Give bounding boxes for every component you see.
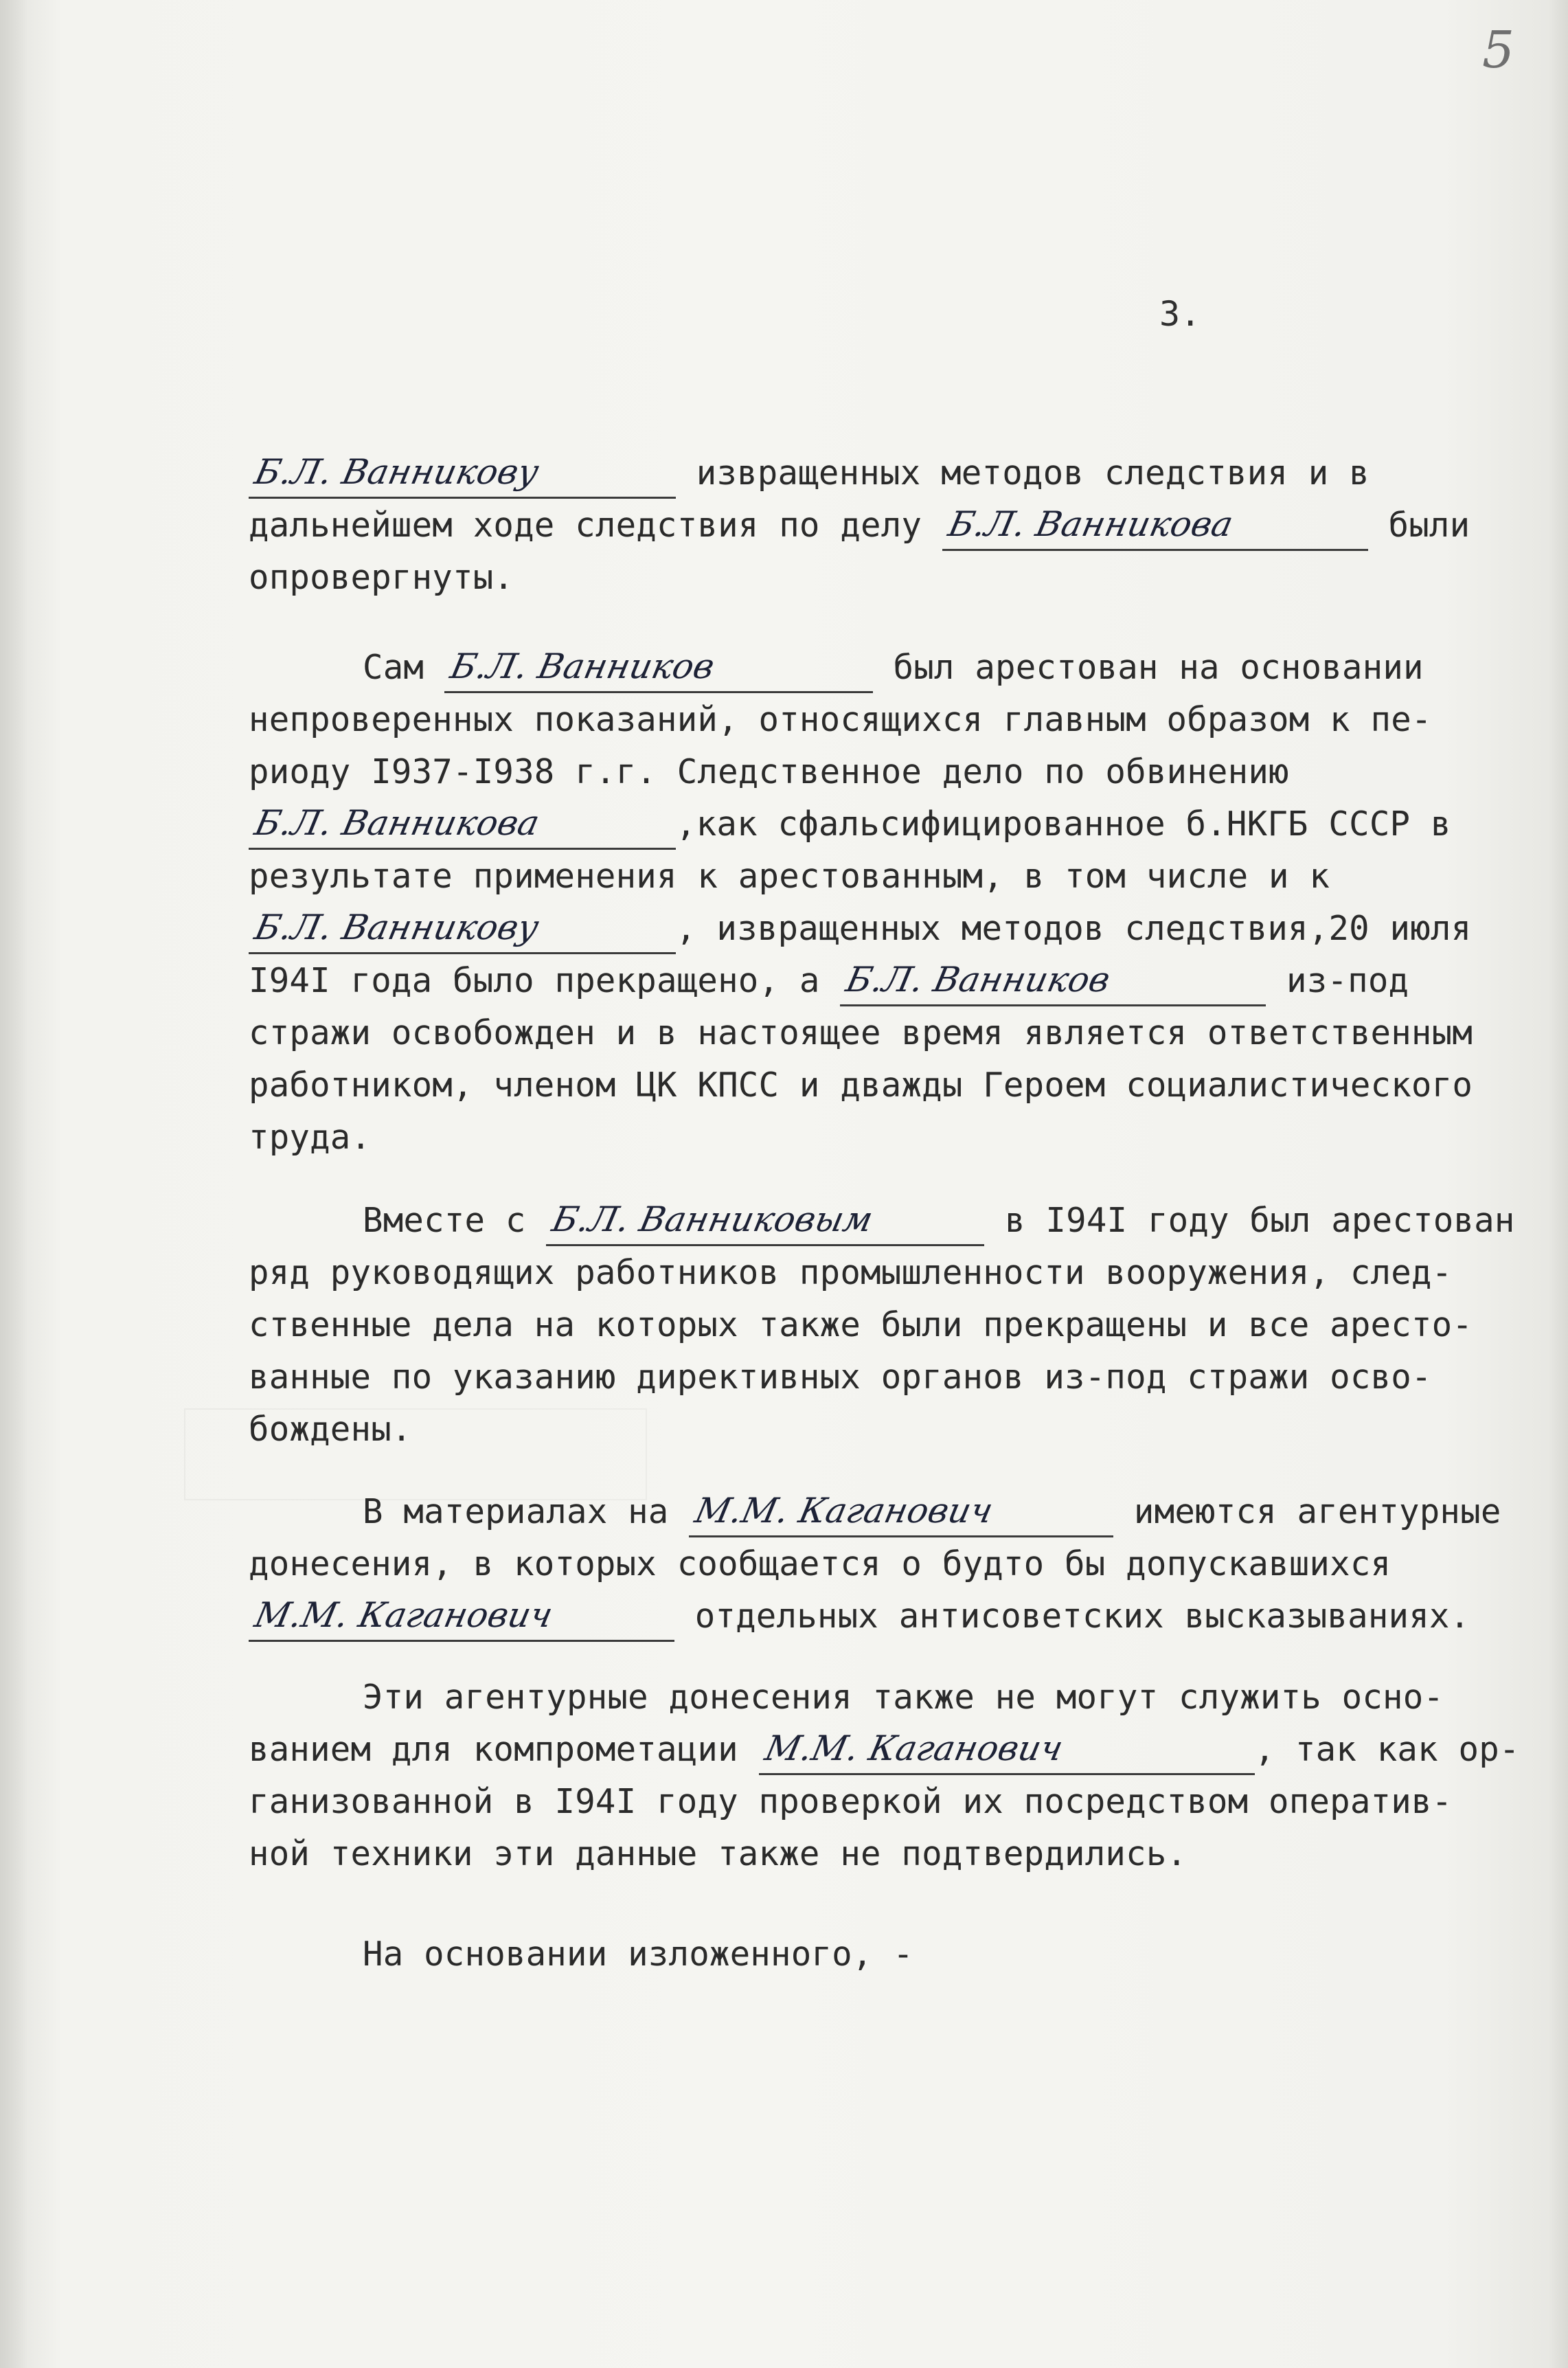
handwritten-name: М.М. Каганович [689,1487,1113,1537]
text-line: Б.Л. Ванникову , извращенных методов следствия,20 июля [249,903,1471,954]
text-line: М.М. Каганович отдельных антисоветских высказываниях. [249,1591,1470,1642]
handwritten-name: Б.Л. Ванникову [249,448,676,499]
handwritten-name: Б.Л. Ванникову [249,903,676,954]
text-line: донесения, в которых сообщается о будто бы допускавшихся [249,1544,1391,1583]
text-line: ганизованной в I94I году проверкой их посредством оператив- [249,1782,1453,1821]
text-line: Б.Л. Ванникова ,как сфальсифицированное б.НКГБ СССР в [249,799,1451,850]
handwritten-name: Б.Л. Ванников [840,956,1266,1006]
handwritten-name: М.М. Каганович [249,1591,674,1642]
handwritten-name: Б.Л. Ванникова [249,799,676,850]
text-line: результате применения к арестованным, в том числе и к [249,857,1330,896]
text-line: В материалах на М.М. Каганович имеются агентурные [363,1487,1501,1537]
text-line: дальнейшем ходе следствия по делу Б.Л. Ванникова были [249,500,1470,551]
text-line: работником, членом ЦК КПСС и дважды Героем социалистического [249,1065,1473,1105]
text-line: ванием для компрометации М.М. Каганович , так как ор- [249,1724,1520,1775]
handwritten-name: Б.Л. Ванниковым [546,1195,984,1246]
text-line: Сам Б.Л. Ванников был арестован на основании [363,642,1424,693]
text-line: Вместе с Б.Л. Ванниковым в I94I году был арестован [363,1195,1515,1246]
text-line: ной техники эти данные также не подтвердились. [249,1834,1188,1873]
text-line: ванные по указанию директивных органов из-под стражи осво- [249,1357,1432,1397]
text-line: труда. [249,1118,372,1157]
text-line: I94I года было прекращено, а Б.Л. Ванников из-под [249,956,1409,1006]
text-line: бождены. [249,1410,412,1449]
pencil-page-number: 5 [1482,21,1515,80]
typed-page-number: 3. [1159,294,1201,334]
text-line: стражи освобожден и в настоящее время является ответственным [249,1013,1473,1052]
paper-right-edge [1549,0,1568,2368]
text-line: опровергнуты. [249,558,514,597]
handwritten-name: Б.Л. Ванникова [942,500,1368,551]
handwritten-name: М.М. Каганович [759,1724,1255,1775]
text-line: риоду I937-I938 г.г. Следственное дело по обвинению [249,752,1289,791]
text-line: Эти агентурные донесения также не могут служить осно- [363,1678,1444,1717]
handwritten-name: Б.Л. Ванников [444,642,873,693]
text-line: непроверенных показаний, относящихся главным образом к пе- [249,700,1432,739]
text-line: ряд руководящих работников промышленности вооружения, след- [249,1253,1453,1292]
text-line: ственные дела на которых также были прекращены и все аресто- [249,1305,1473,1344]
paper-left-edge [0,0,27,2368]
text-line: Б.Л. Ванникову извращенных методов следствия и в [249,448,1370,499]
text-line: На основании изложенного, - [363,1935,913,1974]
